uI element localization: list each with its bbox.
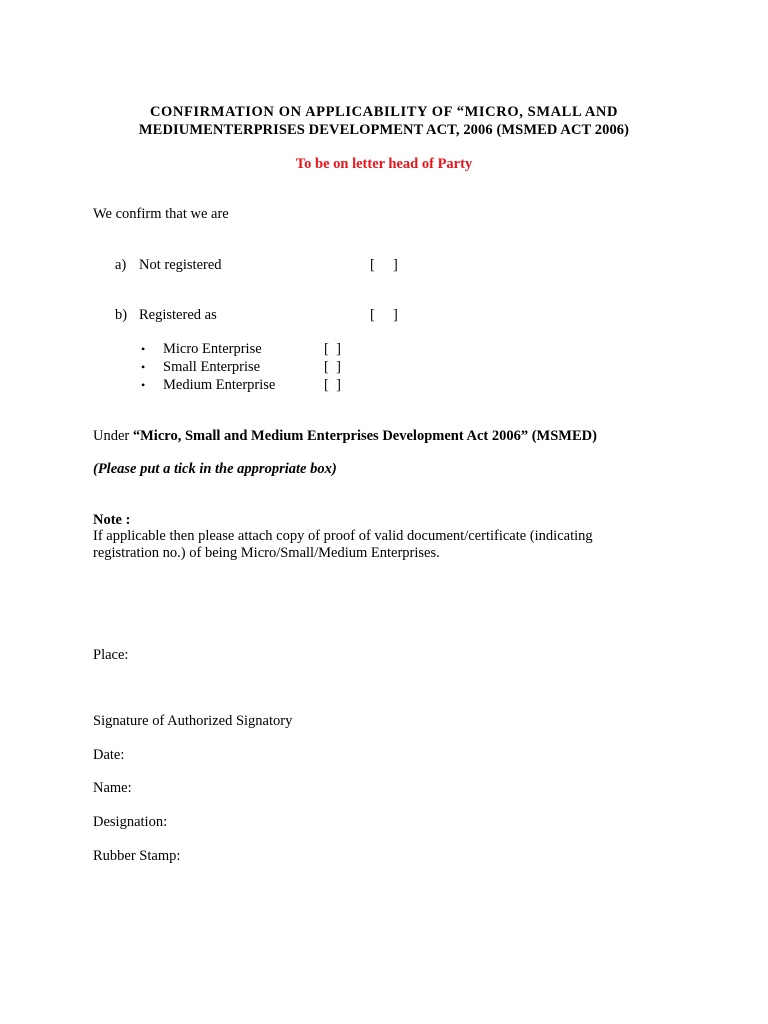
bullet-icon: • (141, 378, 146, 392)
letterhead-note: To be on letter head of Party (295, 156, 473, 172)
checkbox-not-registered[interactable]: [ ] (370, 257, 398, 273)
bullet-icon: • (141, 360, 146, 374)
signature-field: Signature of Authorized Signatory (93, 713, 293, 729)
list-item-label: Medium Enterprise (163, 377, 276, 393)
under-prefix: Under (93, 428, 133, 444)
designation-field: Designation: (93, 814, 168, 830)
tick-instruction: (Please put a tick in the appropriate box) (93, 461, 337, 477)
list-item-label: Micro Enterprise (163, 341, 262, 357)
note-heading: Note : (93, 512, 131, 528)
option-label: Registered as (139, 307, 217, 323)
under-act-line (93, 427, 597, 445)
checkbox-registered-as[interactable]: [ ] (370, 307, 398, 323)
title-line-1: CONFIRMATION ON APPLICABILITY OF “MICRO, SMALL AND (149, 104, 619, 120)
note-line-2: registration no.) of being Micro/Small/Medium Enterprises. (93, 545, 440, 561)
option-marker: b) (115, 307, 128, 323)
title-line-2: MEDIUMENTERPRISES DEVELOPMENT ACT, 2006 (MSMED ACT 2006) (138, 122, 630, 138)
bullet-icon: • (141, 342, 146, 356)
list-item-label: Small Enterprise (163, 359, 261, 375)
option-marker: a) (115, 257, 127, 273)
checkbox-micro[interactable]: [ ] (324, 341, 341, 357)
confirm-text: We confirm that we are (93, 206, 229, 222)
name-field: Name: (93, 780, 132, 796)
checkbox-medium[interactable]: [ ] (324, 377, 341, 393)
act-name: “Micro, Small and Medium Enterprises Development Act 2006” (MSMED) (132, 428, 597, 444)
checkbox-small[interactable]: [ ] (324, 359, 341, 375)
rubber-stamp-field: Rubber Stamp: (93, 848, 181, 864)
place-field: Place: (93, 647, 129, 663)
note-line-1: If applicable then please attach copy of proof of valid document/certificate (indicating (93, 528, 593, 544)
option-label: Not registered (139, 257, 222, 273)
date-field: Date: (93, 747, 125, 763)
